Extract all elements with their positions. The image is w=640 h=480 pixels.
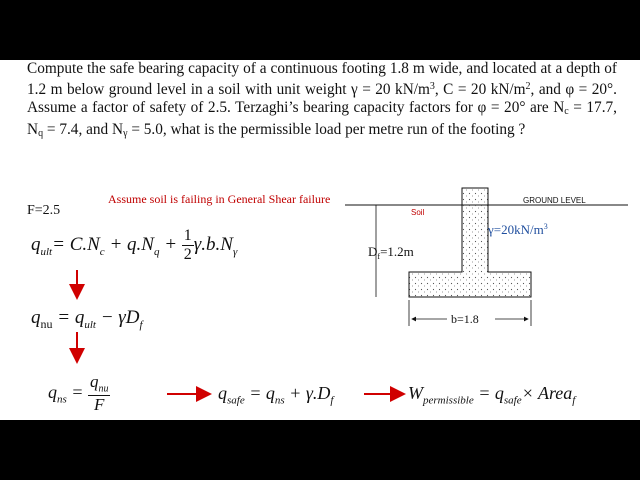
problem-sup-2: 2 [525, 81, 531, 92]
equation-q-ns: $q_{ns}$ = $\frac{q_{nu}}{F}$ [48, 372, 109, 414]
problem-sub-q: q [38, 128, 44, 139]
equation-q-nu: $q_{nu} = q_{ult} - \gamma D_f$ [31, 307, 143, 331]
equation-q-safe: $q_{safe} = q_{ns} + \gamma.D_f$ [218, 383, 334, 407]
problem-part-6: = 5.0, what is the permissible load per metre run of the footing ? [127, 121, 526, 138]
letterbox-bottom [0, 420, 640, 480]
fraction-one-half: $\frac{1}{2}$ [183, 227, 192, 263]
width-label: b=1.8 [451, 312, 479, 326]
soil-label: Soil [411, 208, 425, 217]
equation-w-permissible: $W_{permissible} = q_{safe}\times$ Area$_f$ [408, 383, 576, 407]
assumption-note: Assume soil is failing in General Shear failure [108, 192, 331, 206]
problem-part-3: , and φ = 20°. Assume a factor of safety of 2.5. Terzaghi’s bearing capacity factors for φ = 20° are N [27, 81, 618, 116]
problem-part-5: = 7.4, and N [43, 121, 124, 138]
problem-part-1: Compute the safe bearing capacity of a continuous footing 1.8 m wide, and located at a depth of 1.2 m below ground level in a soil with unit weight γ = 20 kN/m [27, 60, 617, 98]
lecture-slide [0, 60, 640, 420]
letterbox-top [0, 0, 640, 60]
unit-weight-label: $\gamma=20kN/m^3$ [488, 222, 548, 237]
fraction-qnu-over-f: $\frac{q_{nu}}{F}$ [89, 372, 109, 414]
problem-part-4: = 17.7, N [27, 99, 617, 138]
problem-sub-gamma: γ [123, 128, 128, 139]
problem-sub-c: c [564, 106, 569, 117]
problem-sup-3: 3 [429, 81, 435, 92]
ground-level-label: GROUND LEVEL [523, 196, 586, 205]
equation-q-ult: $q_{ult}= C.N_c + q.N_q$ + $\frac{1}{2}$ $\gamma.b.N_\gamma$ [31, 227, 238, 263]
factor-of-safety: F=2.5 [27, 203, 61, 218]
problem-part-2: , C = 20 kN/m [434, 81, 526, 98]
footing-shape [409, 188, 531, 297]
depth-label: $D_f=1.2m$ [368, 244, 414, 261]
